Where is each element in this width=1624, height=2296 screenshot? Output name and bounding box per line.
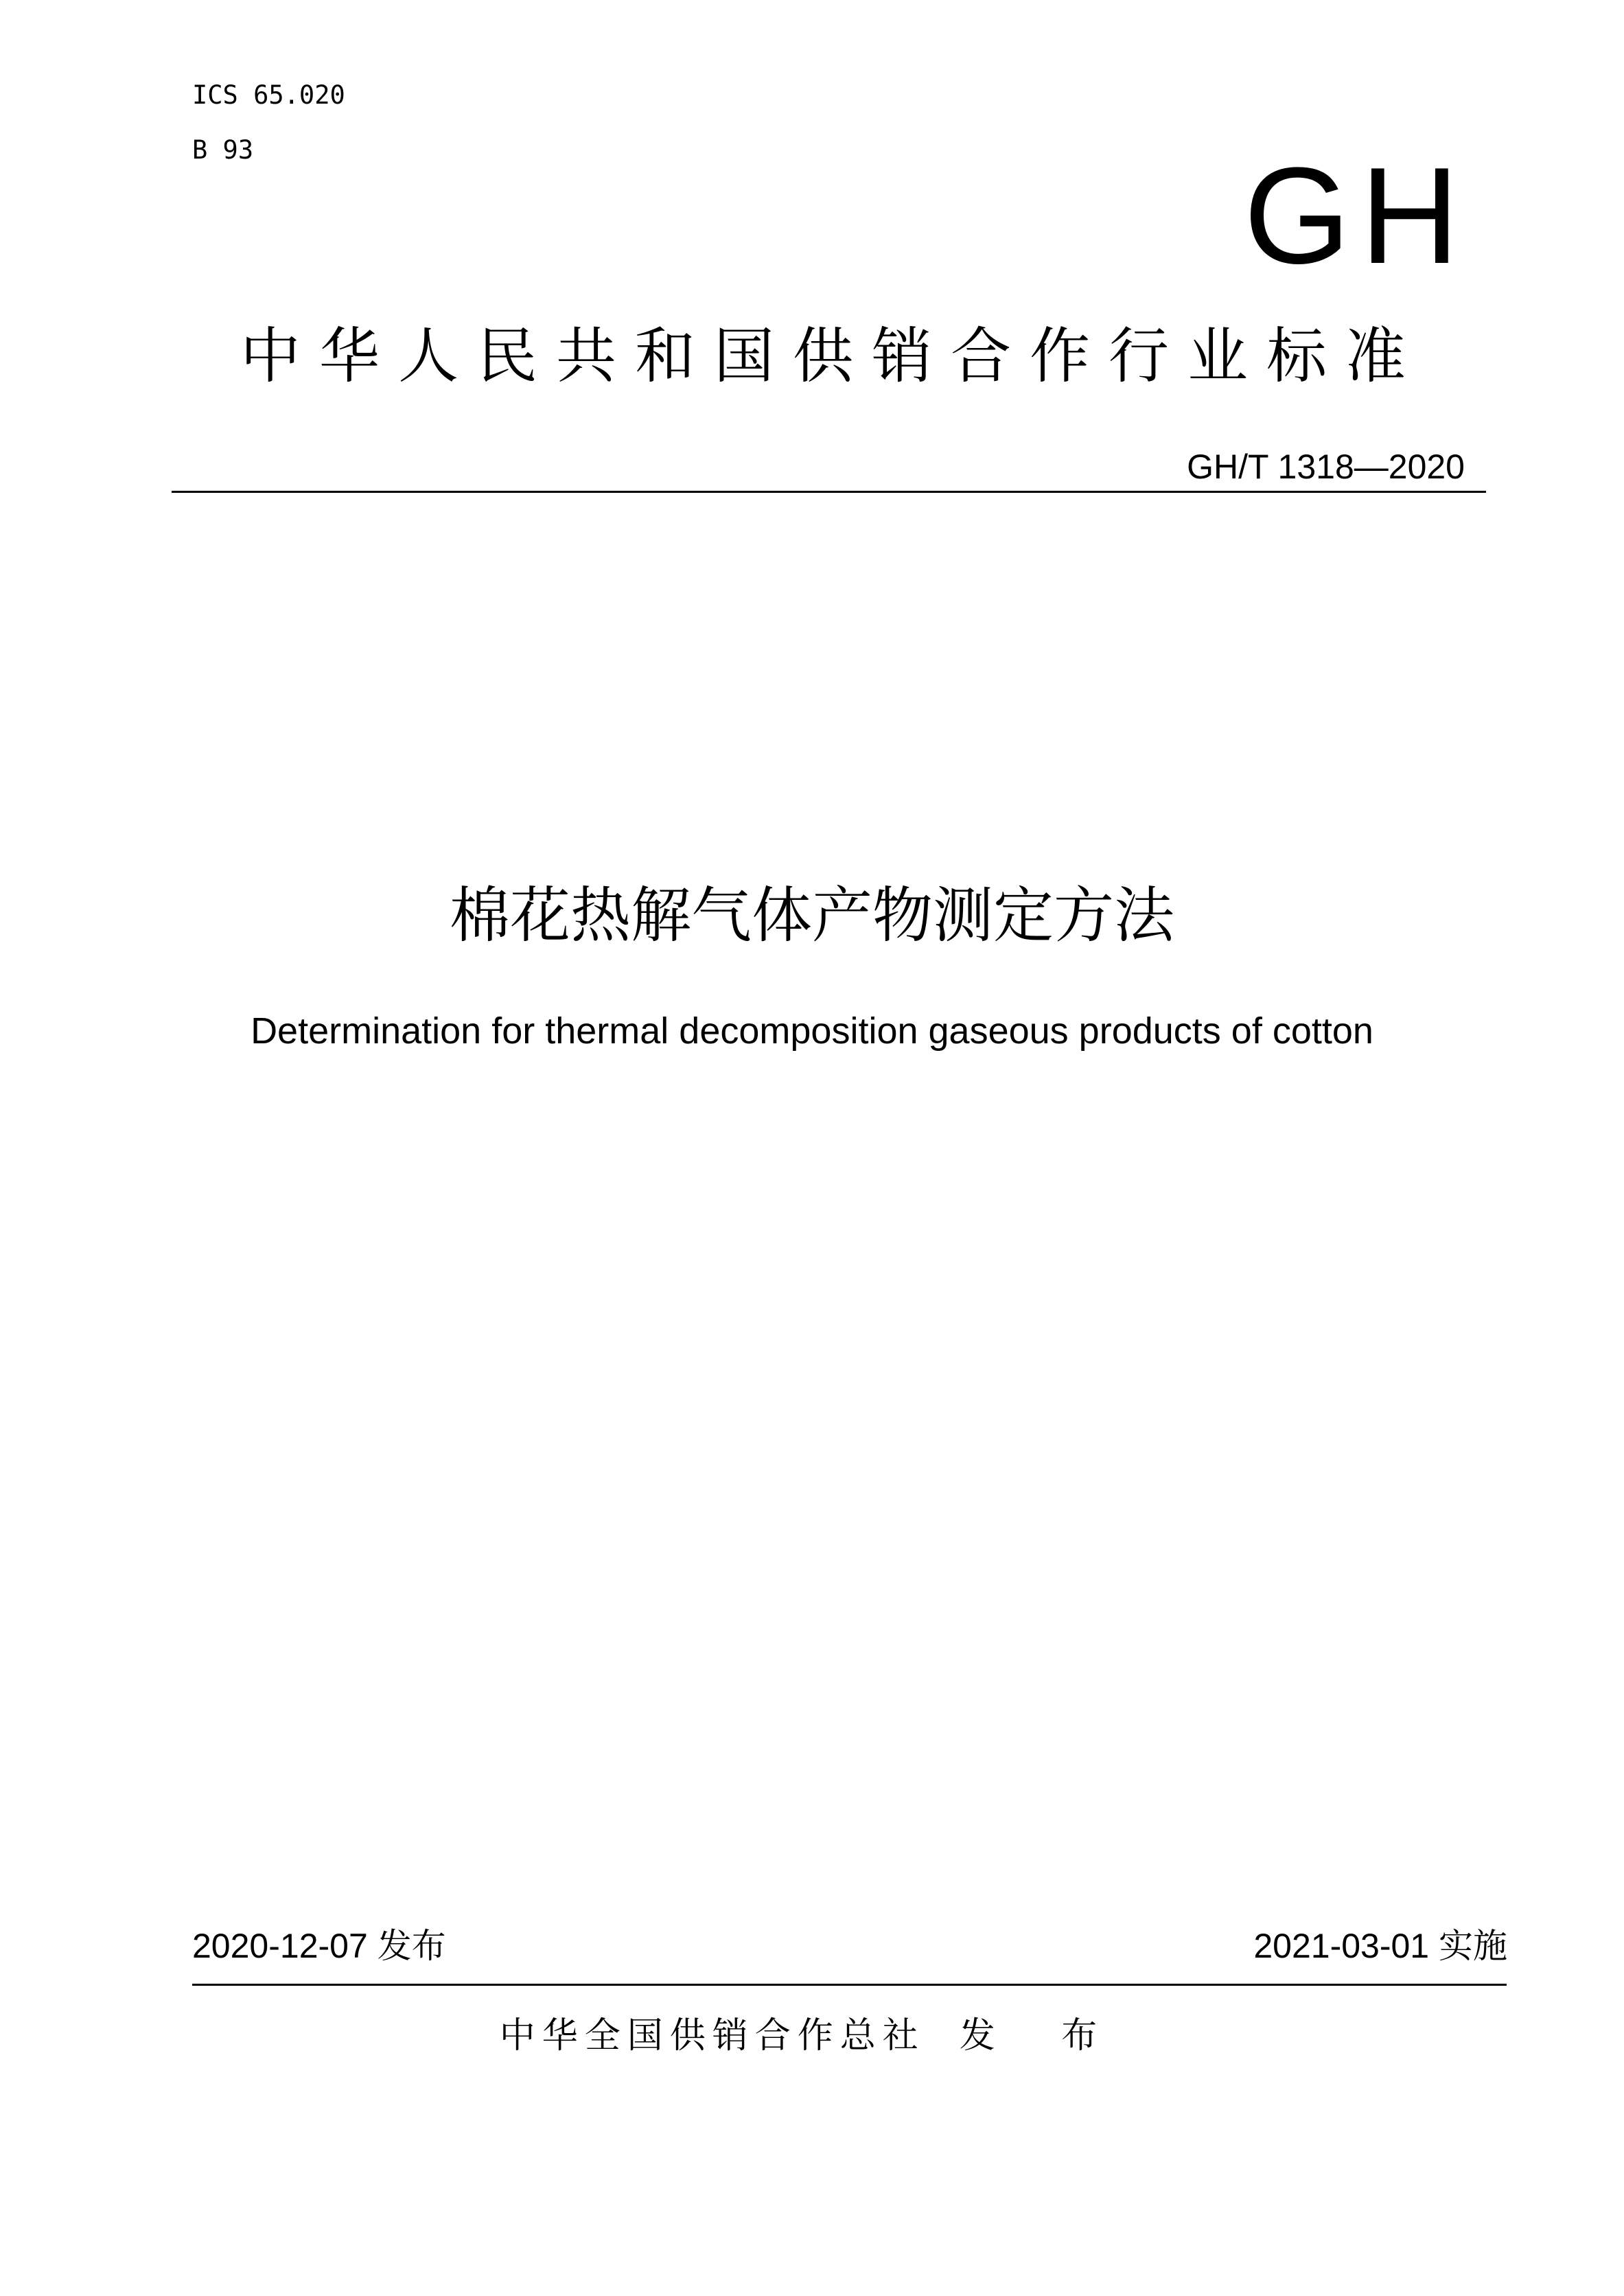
ics-code: ICS 65.020 xyxy=(192,80,345,110)
ccs-code: B 93 xyxy=(192,135,254,165)
gh-logo: GH xyxy=(1244,139,1469,292)
publish-date: 2020-12-07 发布 xyxy=(192,1927,446,1965)
effective-date: 2021-03-01 实施 xyxy=(1253,1927,1507,1965)
standard-type-title: 中华人民共和国供销合作行业标准 xyxy=(240,321,1424,391)
publisher-name: 中华全国供销合作总社 xyxy=(499,2015,925,2056)
publisher-line xyxy=(0,2015,1624,2056)
standard-number: GH/T 1318—2020 xyxy=(1187,448,1465,486)
document-title-chinese: 棉花热解气体产物测定方法 xyxy=(449,880,1174,951)
publisher-action: 发 布 xyxy=(959,2015,1125,2056)
footer-divider xyxy=(192,1984,1507,1986)
header-divider xyxy=(172,491,1486,493)
document-title-english: Determination for thermal decomposition gaseous products of cotton xyxy=(251,1010,1373,1052)
